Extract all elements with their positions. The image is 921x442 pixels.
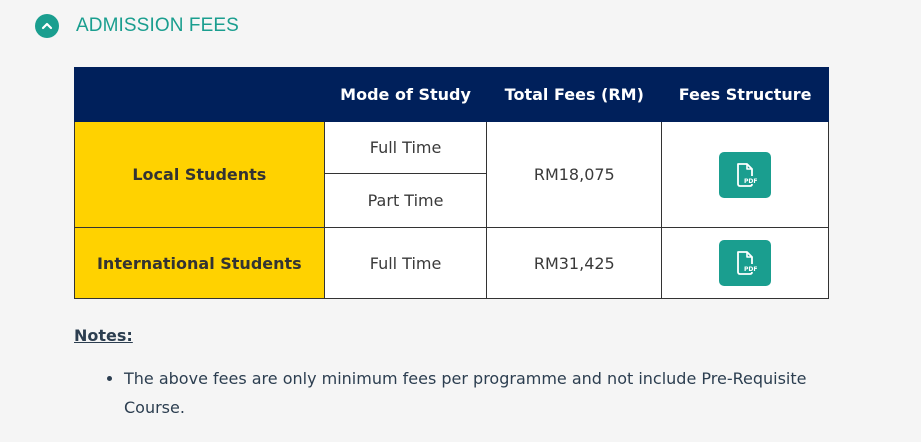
fees-table [74,67,829,299]
section-title: ADMISSION FEES [76,15,239,36]
header-cell-mode-of-study: Mode of Study [324,68,487,122]
download-pdf-button[interactable] [719,240,771,286]
mode-of-study-cell: Full Time [324,122,487,174]
table-row [75,122,829,174]
pdf-file-icon [734,250,756,276]
student-type-cell: International Students [75,228,325,299]
svg-text:PDF: PDF [744,266,758,273]
svg-text:PDF: PDF [744,177,758,185]
chevron-up-icon[interactable] [35,14,59,38]
list-item: • The above fees are only minimum fees per programme and not include Pre-Requisite Course. [124,364,854,422]
mode-of-study-cell: Full Time [324,228,487,299]
download-pdf-button[interactable] [719,152,771,198]
student-type-cell: Local Students [75,122,325,228]
total-fees-cell: RM18,075 [487,122,662,228]
fees-structure-cell [662,122,829,228]
pdf-file-icon [734,162,756,188]
section-header[interactable] [35,12,239,40]
header-cell-student-type [75,68,325,122]
table-row [75,228,829,299]
notes-title: Notes: [74,326,133,345]
notes-list [74,364,854,422]
table-header-row [75,68,829,122]
mode-of-study-cell: Part Time [324,174,487,228]
header-cell-total-fees: Total Fees (RM) [487,68,662,122]
total-fees-cell: RM31,425 [487,228,662,299]
fees-structure-cell [662,228,829,299]
header-cell-fees-structure: Fees Structure [662,68,829,122]
